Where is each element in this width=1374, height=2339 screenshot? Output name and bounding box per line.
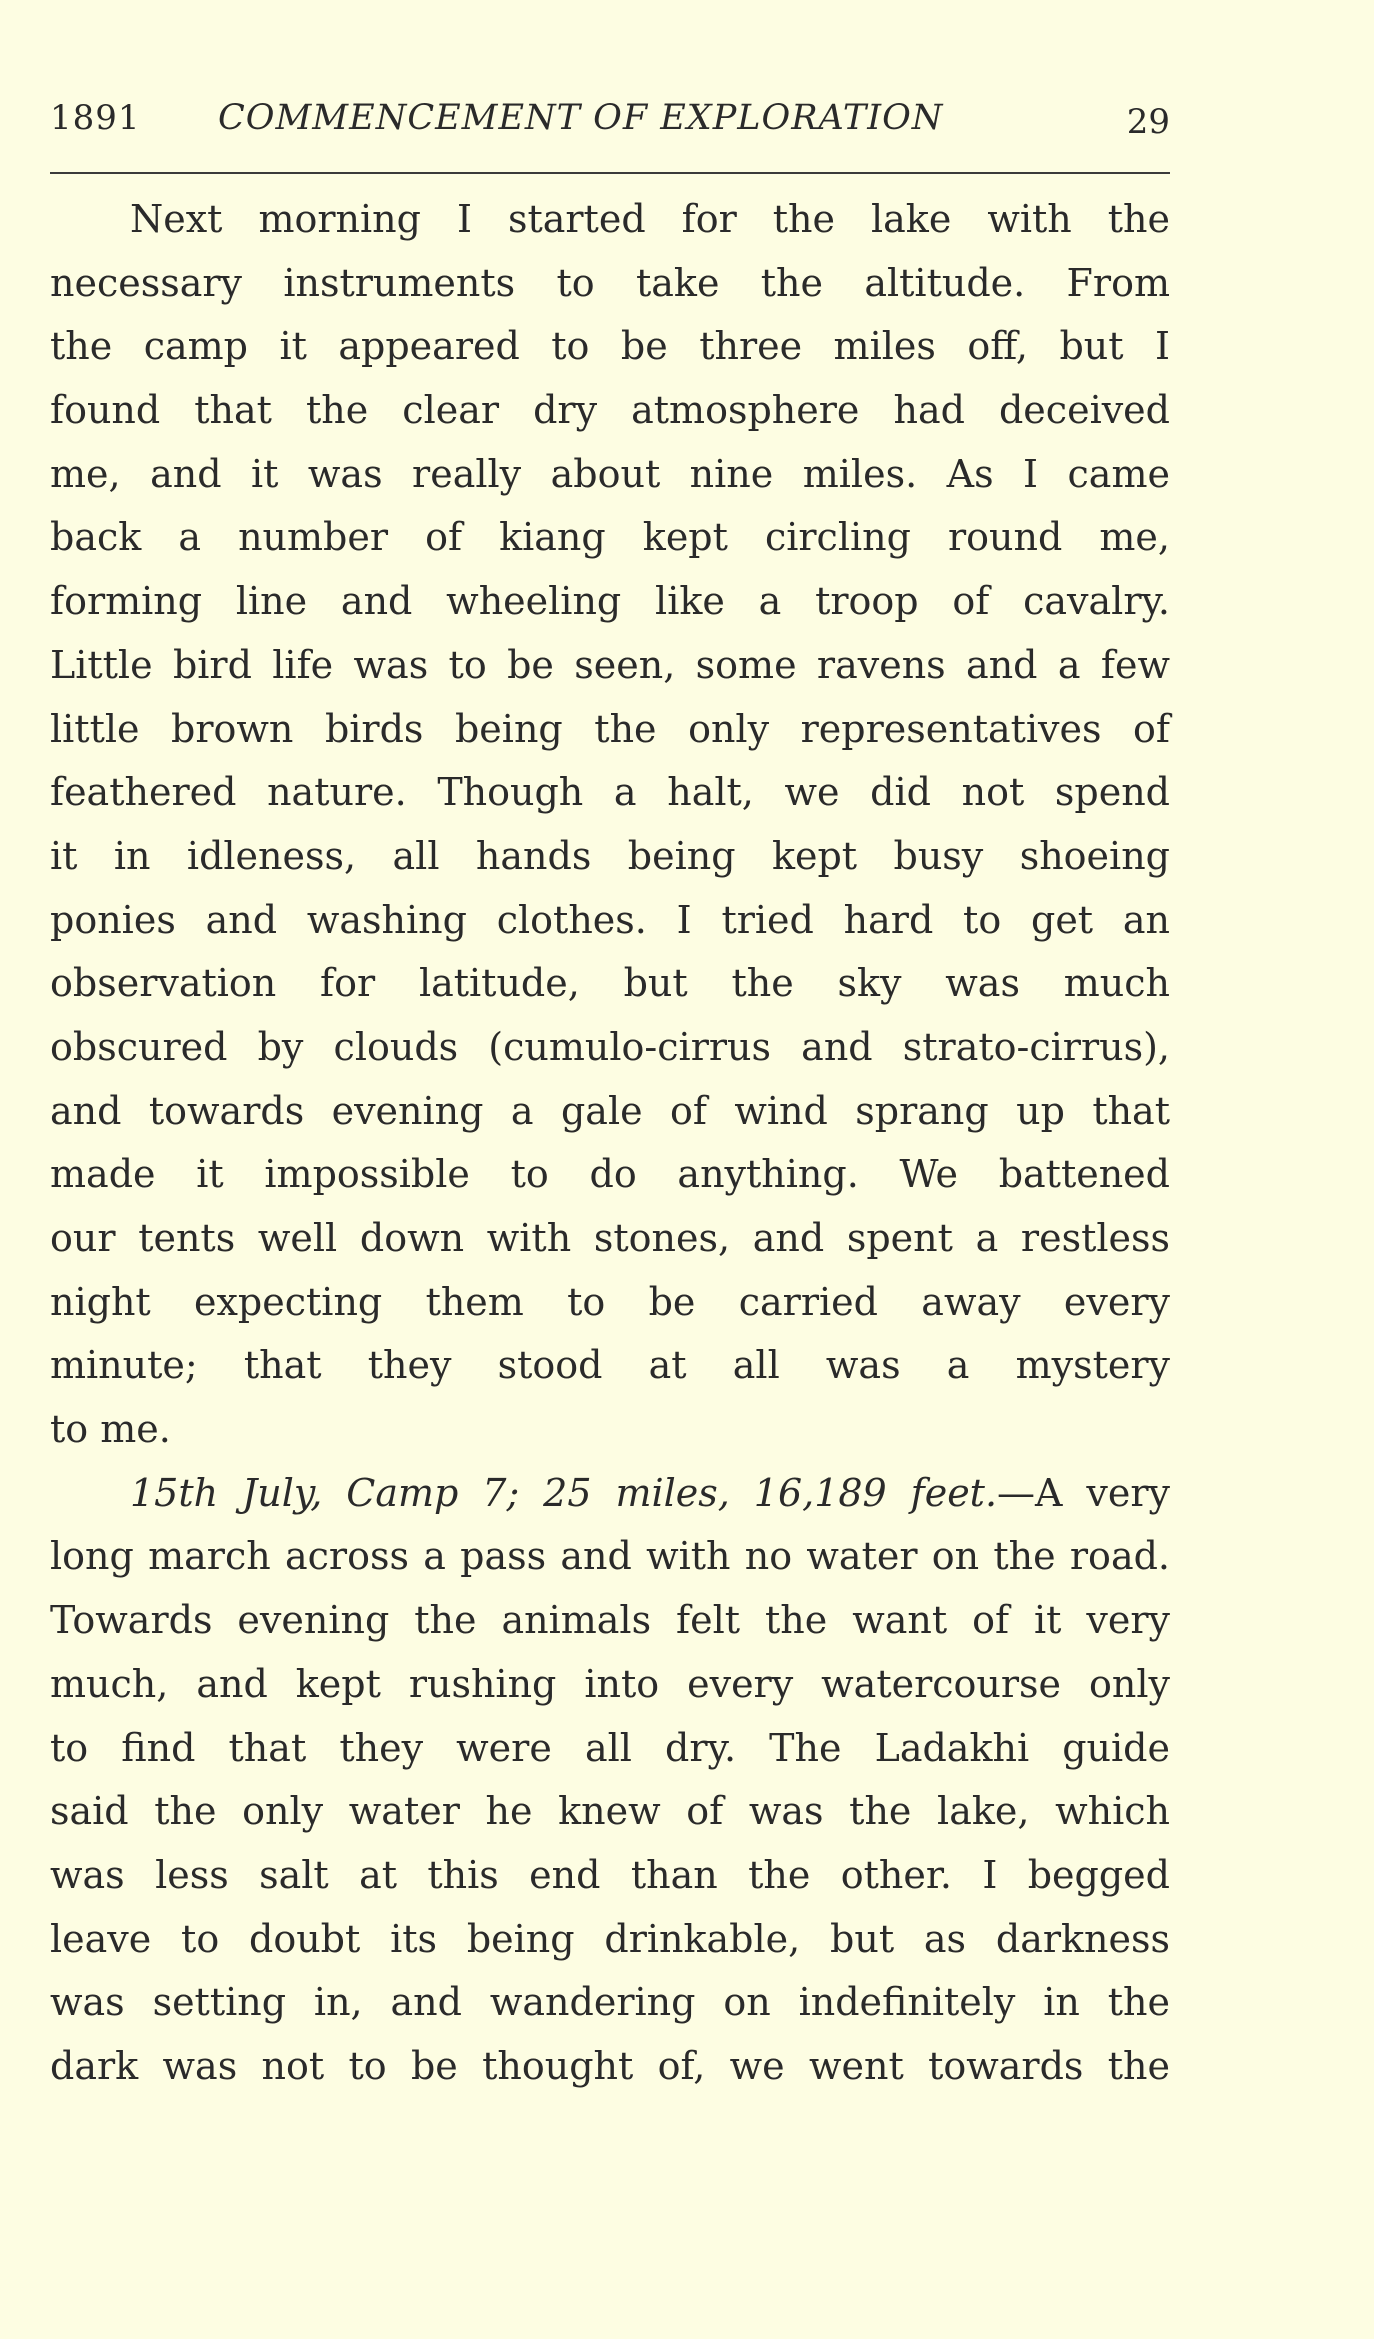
text-line: back a number of kiang kept circling round me,: [50, 515, 1170, 560]
entry-heading-rest: —A very: [997, 1470, 1170, 1515]
text-line: minute; that they stood at all was a mystery: [50, 1343, 1170, 1388]
entry-heading: 15th July, Camp 7; 25 miles, 16,189 feet.: [130, 1470, 998, 1515]
text-line: leave to doubt its being drinkable, but as darkness: [50, 1916, 1170, 1961]
text-line: to find that they were all dry. The Ladakhi guide: [50, 1725, 1170, 1770]
text-line: [50, 1462, 1170, 1526]
text-line: me, and it was really about nine miles. As I came: [50, 451, 1170, 496]
text-line: to me.: [50, 1407, 171, 1452]
text-line: was setting in, and wandering on indefinitely in the: [50, 1980, 1170, 2025]
text-line: forming line and wheeling like a troop of cavalry.: [50, 579, 1170, 624]
body-text: [50, 188, 1170, 2099]
text-line: ponies and washing clothes. I tried hard to get an: [50, 897, 1170, 942]
text-line: found that the clear dry atmosphere had deceived: [50, 388, 1170, 433]
text-line: our tents well down with stones, and spent a restless: [50, 1216, 1170, 1260]
text-line: long march across a pass and with no water on the road.: [50, 1534, 1170, 1579]
text-line: observation for latitude, but the sky was much: [50, 961, 1170, 1006]
running-head: [50, 92, 1170, 142]
text-line: made it impossible to do anything. We battened: [50, 1152, 1170, 1197]
header-year: 1891: [50, 98, 141, 138]
text-line: dark was not to be thought of, we went towards the: [50, 2043, 1170, 2088]
header-rule: [50, 172, 1170, 174]
text-line: said the only water he knew of was the lake, which: [50, 1789, 1170, 1834]
text-line: much, and kept rushing into every watercourse only: [50, 1661, 1170, 1706]
text-line: and towards evening a gale of wind sprang up that: [50, 1088, 1170, 1133]
text-line: was less salt at this end than the other. I begged: [50, 1852, 1170, 1897]
text-line: Next morning I started for the lake with the: [130, 197, 1170, 241]
page-number: 29: [1126, 102, 1170, 142]
text-line: Towards evening the animals felt the want of it very: [50, 1598, 1170, 1643]
text-line: obscured by clouds (cumulo-cirrus and strato-cirrus),: [50, 1024, 1170, 1069]
text-line: necessary instruments to take the altitude. From: [50, 260, 1170, 305]
text-line: little brown birds being the only representatives of: [50, 706, 1170, 751]
text-line: feathered nature. Though a halt, we did not spend: [50, 770, 1170, 815]
text-line: the camp it appeared to be three miles off, but I: [50, 324, 1170, 369]
text-line: night expecting them to be carried away every: [50, 1279, 1170, 1324]
header-title: COMMENCEMENT OF EXPLORATION: [218, 98, 944, 138]
text-line: it in idleness, all hands being kept busy shoeing: [50, 833, 1170, 878]
text-line: Little bird life was to be seen, some ravens and a few: [50, 642, 1170, 687]
